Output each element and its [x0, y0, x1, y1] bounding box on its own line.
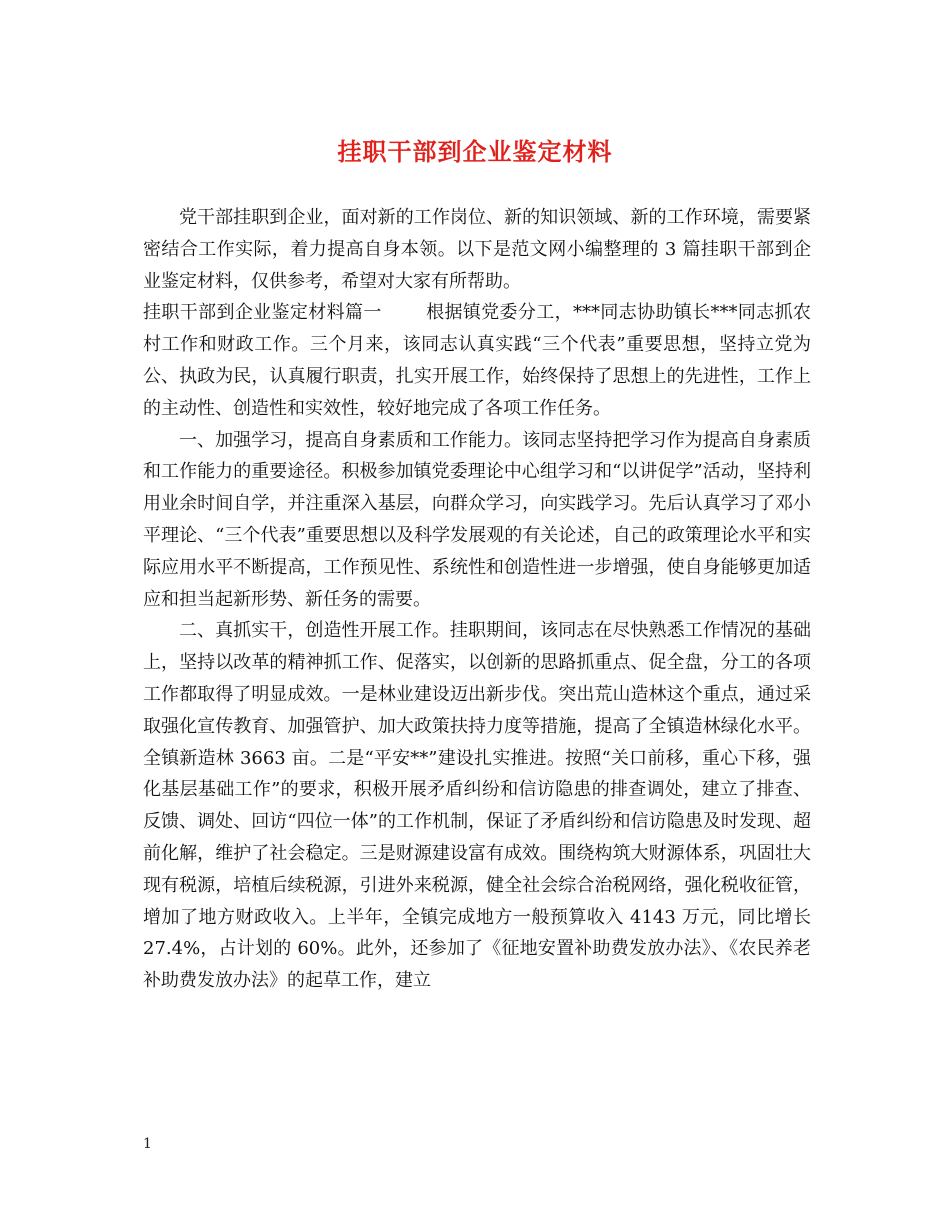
body-paragraph-study: 一、加强学习，提高自身素质和工作能力。该同志坚持把学习作为提高自身素质和工作能力的重要途径。积极参加镇党委理论中心组学习和“以讲促学”活动，坚持利用业余时间自学，并注重深入基层，向群众学习，向实践学习。先后认真学习了邓小平理论、“三个代表”重要思想以及科学发展观的有关论述，自己的政策理论水平和实际应用水平不断提高，工作预见性、系统性和创造性进一步增强，使自身能够更加适应和担当起新形势、新任务的需要。 [143, 429, 811, 610]
section-text: 根据镇党委分工，***同志协助镇长***同志抓农村工作和财政工作。三个月来，该同志认真实践“三个代表”重要思想，坚持立党为公、执政为民，认真履行职责，扎实开展工作，始终保持了思想上的先进性，工作上的主动性、创造性和实效性，较好地完成了各项工作任务。 [143, 302, 812, 419]
body-paragraph-work: 二、真抓实干，创造性开展工作。挂职期间，该同志在尽快熟悉工作情况的基础上，坚持以改革的精神抓工作、促落实，以创新的思路抓重点、促全盘，分工的各项工作都取得了明显成效。一是林业建设迈出新步伐。突出荒山造林这个重点，通过采取强化宣传教育、加强管护、加大政策扶持力度等措施，提高了全镇造林绿化水平。全镇新造林 3663 亩。二是“平安**”建设扎实推进。按照“关口前移，重心下移，强化基层基础工作”的要求，积极开展矛盾纠纷和信访隐患的排查调处，建立了排查、反馈、调处、回访“四位一体”的工作机制，保证了矛盾纠纷和信访隐患及时发现、超前化解，维护了社会稳定。三是财源建设富有成效。围绕构筑大财源体系，巩固壮大现有税源，培植后续税源，引进外来税源，健全社会综合治税网络，强化税收征管，增加了地方财政收入。上半年，全镇完成地方一般预算收入 4143 万元，同比增长 27.4%，占计划的 60%。此外，还参加了《征地安置补助费发放办法》、《农民养老补助费发放办法》的起草工作，建立 [143, 620, 811, 992]
page-number: 1 [143, 1136, 152, 1152]
document-body [143, 202, 811, 997]
section-heading: 挂职干部到企业鉴定材料篇一 [143, 302, 382, 324]
intro-paragraph: 党干部挂职到企业，面对新的工作岗位、新的知识领域、新的工作环境，需要紧密结合工作实际，着力提高自身本领。以下是范文网小编整理的 3 篇挂职干部到企业鉴定材料，仅供参考，希望对大家有所帮助。 [143, 207, 811, 292]
section-paragraph [143, 297, 811, 424]
document-title: 挂职干部到企业鉴定材料 [337, 137, 613, 166]
